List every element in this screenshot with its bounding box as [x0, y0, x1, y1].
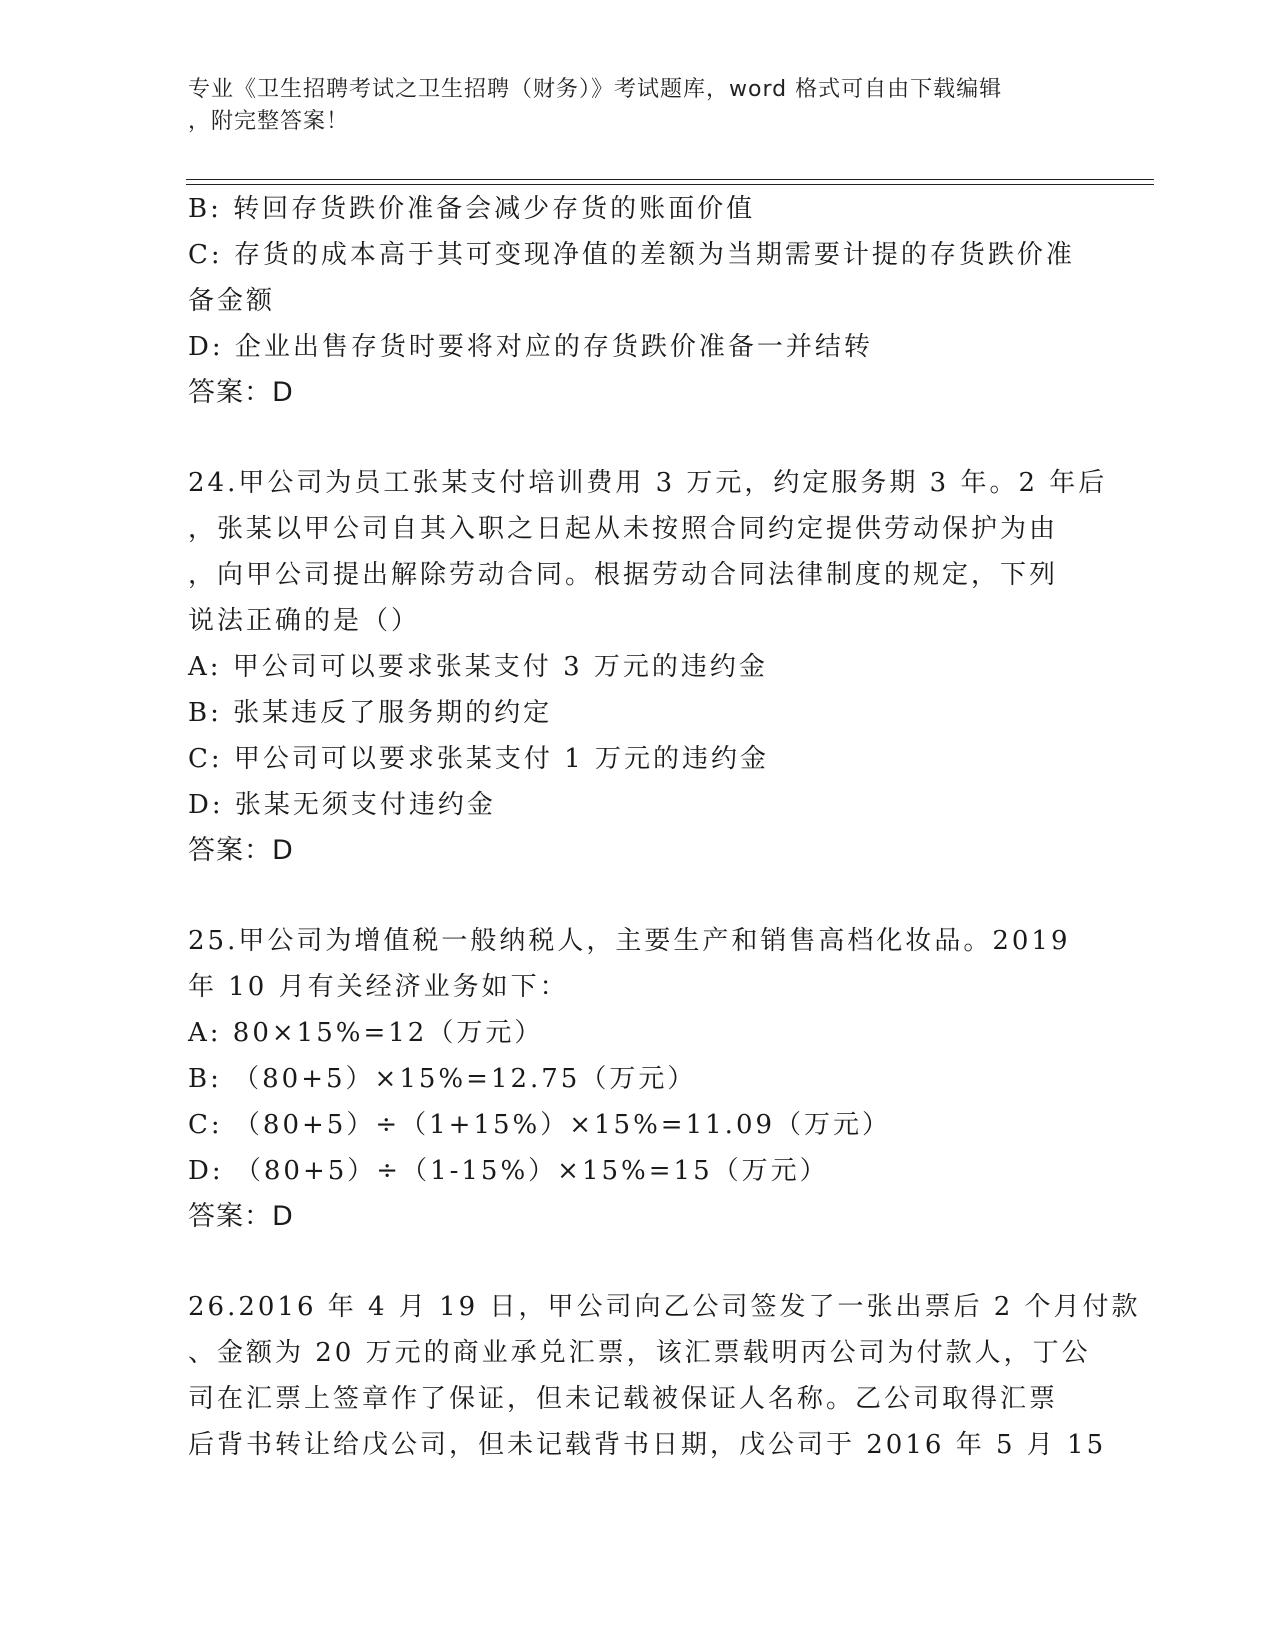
option-a: A: 甲公司可以要求张某支付 3 万元的违约金	[188, 652, 768, 682]
header-line-2: ，附完整答案！	[188, 109, 350, 134]
answer: 答案：D	[188, 1201, 294, 1232]
question-23	[188, 186, 1088, 416]
document-body	[188, 186, 1141, 1468]
option-b: B: （80+5）×15%=12.75（万元）	[188, 1064, 697, 1094]
question-stem-line-1: 24.甲公司为员工张某支付培训费用 3 万元，约定服务期 3 年。2 年后	[188, 468, 1108, 498]
spacer	[188, 416, 1088, 460]
question-26	[188, 1284, 1141, 1468]
option-b: B: 张某违反了服务期的约定	[188, 698, 553, 728]
spacer	[188, 1240, 1088, 1284]
answer: 答案：D	[188, 377, 294, 408]
option-d: D: 企业出售存货时要将对应的存货跌价准备一并结转	[188, 332, 873, 362]
question-stem-line-2: ，张某以甲公司自其入职之日起从未按照合同约定提供劳动保护为由	[188, 514, 1059, 544]
option-c: C: （80+5）÷（1+15%）×15%=11.09（万元）	[188, 1110, 892, 1140]
header-divider-top	[186, 179, 1154, 180]
option-a: A: 80×15%=12（万元）	[188, 1018, 544, 1048]
question-stem-line-2: 、金额为 20 万元的商业承兑汇票，该汇票载明丙公司为付款人，丁公	[188, 1338, 1091, 1368]
question-24	[188, 460, 1108, 874]
question-stem-line-3: ，向甲公司提出解除劳动合同。根据劳动合同法律制度的规定，下列	[188, 560, 1059, 590]
question-stem-line-4: 后背书转让给戊公司，但未记载背书日期，戊公司于 2016 年 5 月 15	[188, 1430, 1107, 1460]
option-d: D: （80+5）÷（1-15%）×15%=15（万元）	[188, 1156, 829, 1186]
question-stem-line-2: 年 10 月有关经济业务如下：	[188, 972, 569, 1002]
header-line-1: 专业《卫生招聘考试之卫生招聘（财务）》考试题库，word 格式可自由下载编辑	[188, 77, 1003, 102]
option-c-line-1: C: 存货的成本高于其可变现净值的差额为当期需要计提的存货跌价准	[188, 240, 1075, 270]
option-d: D: 张某无须支付违约金	[188, 790, 496, 820]
question-stem-line-1: 25.甲公司为增值税一般纳税人，主要生产和销售高档化妆品。2019	[188, 926, 1071, 956]
question-25	[188, 918, 1088, 1240]
option-c-line-2: 备金额	[188, 286, 276, 316]
option-b: B: 转回存货跌价准备会减少存货的账面价值	[188, 194, 756, 224]
header-divider-bottom	[186, 184, 1154, 185]
question-stem-line-1: 26.2016 年 4 月 19 日，甲公司向乙公司签发了一张出票后 2 个月付款	[188, 1292, 1141, 1322]
question-stem-line-3: 司在汇票上签章作了保证，但未记载被保证人名称。乙公司取得汇票	[188, 1384, 1059, 1414]
spacer	[188, 874, 1088, 918]
page-header	[188, 74, 1068, 138]
option-c: C: 甲公司可以要求张某支付 1 万元的违约金	[188, 744, 769, 774]
answer: 答案：D	[188, 835, 294, 866]
question-stem-line-4: 说法正确的是（）	[188, 606, 421, 636]
